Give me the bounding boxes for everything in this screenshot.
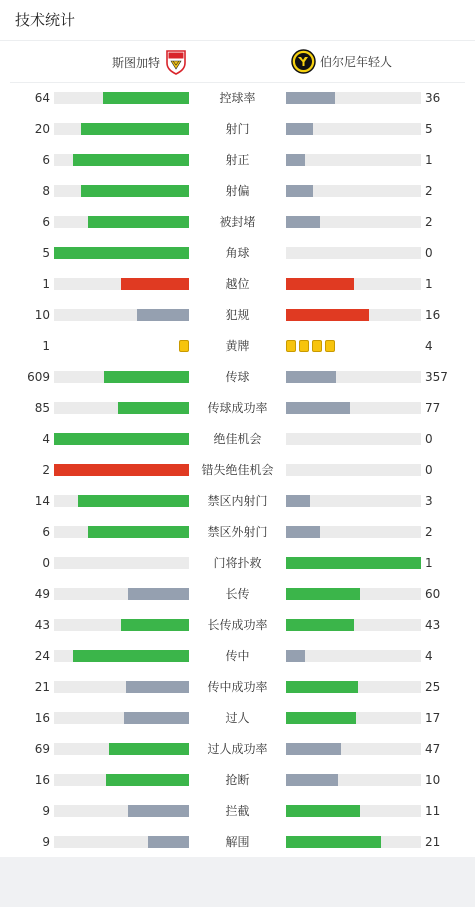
stat-row (0, 765, 475, 796)
away-stat-bar (286, 433, 421, 445)
home-stat-bar (54, 526, 189, 538)
away-stat-value: 60 (425, 587, 441, 601)
home-stat-bar (54, 309, 189, 321)
home-stat-bar-fill (54, 464, 189, 476)
away-stat-bar (286, 371, 421, 383)
home-stat-value: 64 (34, 91, 50, 105)
home-stat-bar (54, 433, 189, 445)
stat-row (0, 145, 475, 176)
home-stat-bar-fill (88, 526, 189, 538)
away-stat-value: 11 (425, 804, 441, 818)
away-stat-bar-fill (286, 712, 356, 724)
home-stat-bar (54, 557, 189, 569)
home-stat-bar (54, 774, 189, 786)
home-stat-value: 9 (42, 804, 50, 818)
stat-label: 绝佳机会 (213, 432, 262, 446)
stat-row (0, 486, 475, 517)
home-stat-bar (54, 402, 189, 414)
yellow-card-icon (286, 340, 296, 352)
home-stat-bar-fill (104, 371, 189, 383)
away-stat-bar (286, 464, 421, 476)
stat-label: 被封堵 (219, 215, 256, 229)
away-stat-bar-fill (286, 619, 354, 631)
stat-label: 长传成功率 (207, 618, 268, 632)
home-stat-bar-fill (118, 402, 189, 414)
home-stat-bar (54, 278, 189, 290)
home-stat-value: 85 (34, 401, 50, 415)
away-stat-bar (286, 92, 421, 104)
home-stat-value: 16 (34, 711, 50, 725)
home-stat-bar-fill (126, 681, 189, 693)
stat-label: 角球 (225, 246, 250, 260)
home-stat-bar (54, 681, 189, 693)
stat-label: 禁区内射门 (207, 494, 268, 508)
home-stat-bar-fill (128, 588, 189, 600)
stat-label: 传球 (225, 370, 250, 384)
away-stat-value: 36 (425, 91, 441, 105)
home-stat-bar-fill (81, 123, 189, 135)
home-stat-bar-fill (148, 836, 189, 848)
stat-row (0, 424, 475, 455)
stat-label: 抢断 (225, 773, 250, 787)
home-stat-bar-fill (124, 712, 189, 724)
home-stat-bar-fill (88, 216, 189, 228)
away-stat-bar-fill (286, 371, 336, 383)
home-stat-bar-fill (81, 185, 189, 197)
away-stat-bar (286, 681, 421, 693)
home-stat-bar-fill (103, 92, 189, 104)
away-stat-value: 1 (425, 277, 433, 291)
away-stat-bar-fill (286, 557, 421, 569)
team-header (10, 41, 465, 83)
home-stat-value: 5 (42, 246, 50, 260)
away-stat-bar-fill (286, 154, 305, 166)
away-stat-value: 0 (425, 246, 433, 260)
stat-row (0, 176, 475, 207)
home-stat-value: 9 (42, 835, 50, 849)
home-stat-value: 21 (34, 680, 50, 694)
stat-row (0, 300, 475, 331)
home-stat-bar-fill (54, 247, 189, 259)
stat-label: 传中 (225, 649, 250, 663)
stat-label: 拦截 (225, 804, 250, 818)
stat-row (0, 362, 475, 393)
home-stat-bar-fill (128, 805, 189, 817)
stat-row (0, 455, 475, 486)
section-title: 技术统计 (0, 0, 475, 41)
home-stat-value: 24 (34, 649, 50, 663)
stats-list (0, 83, 475, 858)
away-stat-bar-fill (286, 588, 360, 600)
home-stat-bar-fill (109, 743, 189, 755)
away-stat-bar (286, 619, 421, 631)
away-stat-bar (286, 154, 421, 166)
home-team[interactable] (112, 49, 187, 75)
away-stat-bar (286, 588, 421, 600)
home-stat-bar-fill (137, 309, 189, 321)
stat-label: 门将扑救 (213, 556, 262, 570)
stat-label: 控球率 (219, 91, 256, 105)
home-stat-bar (54, 216, 189, 228)
away-stat-value: 17 (425, 711, 441, 725)
home-stat-bar (54, 247, 189, 259)
stat-row (0, 207, 475, 238)
home-stat-bar (54, 495, 189, 507)
away-stat-bar-fill (286, 185, 313, 197)
home-stat-bar (54, 371, 189, 383)
away-stat-bar-fill (286, 526, 320, 538)
away-stat-value: 2 (425, 525, 433, 539)
stat-label: 解围 (225, 835, 250, 849)
home-stat-bar (54, 619, 189, 631)
stat-label: 黄牌 (225, 339, 250, 353)
stat-label: 错失绝佳机会 (201, 463, 274, 477)
away-stat-value: 3 (425, 494, 433, 508)
stat-label: 越位 (225, 277, 250, 291)
stat-row (0, 579, 475, 610)
away-stat-value: 2 (425, 215, 433, 229)
away-stat-bar-fill (286, 681, 358, 693)
home-stat-bar-fill (73, 154, 189, 166)
stat-row (0, 517, 475, 548)
away-stat-bar (286, 526, 421, 538)
away-stat-value: 16 (425, 308, 441, 322)
home-stat-value: 6 (42, 215, 50, 229)
stat-label: 传中成功率 (207, 680, 268, 694)
home-team-name: 斯图加特 (111, 55, 160, 70)
stat-label: 射门 (225, 122, 250, 136)
away-stat-value: 1 (425, 153, 433, 167)
away-team-name: 伯尔尼年轻人 (320, 55, 393, 69)
home-stat-bar (54, 92, 189, 104)
away-stat-value: 77 (425, 401, 441, 415)
stat-row (0, 83, 475, 114)
away-stat-bar (286, 247, 421, 259)
away-stat-bar (286, 836, 421, 848)
stat-label: 长传 (225, 587, 250, 601)
home-yellow-cards (54, 340, 189, 353)
stat-row (0, 641, 475, 672)
stat-label: 射正 (225, 153, 250, 167)
away-stat-value: 47 (425, 742, 441, 756)
away-stat-bar (286, 123, 421, 135)
home-stat-bar (54, 805, 189, 817)
stat-row (0, 796, 475, 827)
away-stat-bar (286, 557, 421, 569)
away-stat-value: 357 (425, 370, 448, 384)
home-stat-value: 6 (42, 153, 50, 167)
stat-row (0, 393, 475, 424)
home-stat-value: 1 (42, 339, 50, 353)
home-stat-bar (54, 712, 189, 724)
stat-row (0, 331, 475, 362)
stat-label: 射偏 (225, 184, 250, 198)
home-stat-bar (54, 588, 189, 600)
yellow-card-icon (299, 340, 309, 352)
stat-row (0, 672, 475, 703)
stat-row (0, 238, 475, 269)
stat-label: 过人成功率 (207, 742, 268, 756)
stat-label: 传球成功率 (207, 401, 268, 415)
away-stat-value: 25 (425, 680, 441, 694)
home-stat-value: 1 (42, 277, 50, 291)
home-stat-bar (54, 743, 189, 755)
away-stat-bar-fill (286, 278, 354, 290)
home-stat-value: 2 (42, 463, 50, 477)
away-stat-value: 4 (425, 649, 433, 663)
stat-label: 过人 (225, 711, 250, 725)
home-stat-bar-fill (121, 619, 189, 631)
yellow-card-icon (325, 340, 335, 352)
away-stat-bar-fill (286, 836, 381, 848)
home-stat-value: 49 (34, 587, 50, 601)
away-stat-value: 0 (425, 432, 433, 446)
home-stat-value: 69 (34, 742, 50, 756)
stat-label: 禁区外射门 (207, 525, 268, 539)
home-stat-bar-fill (73, 650, 189, 662)
home-stat-bar (54, 123, 189, 135)
vfb-stuttgart-crest-icon (165, 49, 187, 75)
away-stat-bar-fill (286, 216, 320, 228)
away-stat-value: 2 (425, 184, 433, 198)
away-stat-value: 4 (425, 339, 433, 353)
away-yellow-cards (286, 340, 421, 353)
away-stat-value: 43 (425, 618, 441, 632)
home-stat-value: 43 (34, 618, 50, 632)
away-stat-bar (286, 185, 421, 197)
home-stat-bar (54, 154, 189, 166)
home-stat-value: 6 (42, 525, 50, 539)
away-stat-bar-fill (286, 92, 335, 104)
away-stat-bar (286, 402, 421, 414)
away-stat-value: 21 (425, 835, 441, 849)
away-stat-value: 0 (425, 463, 433, 477)
away-stat-bar-fill (286, 805, 360, 817)
away-stat-bar (286, 743, 421, 755)
away-stat-bar (286, 309, 421, 321)
away-stat-bar-fill (286, 650, 305, 662)
stat-row (0, 610, 475, 641)
home-stat-value: 0 (42, 556, 50, 570)
stat-row (0, 703, 475, 734)
home-stat-bar-fill (78, 495, 189, 507)
stat-row (0, 548, 475, 579)
away-stat-bar (286, 216, 421, 228)
stat-row (0, 734, 475, 765)
home-stat-bar (54, 650, 189, 662)
away-stat-value: 10 (425, 773, 441, 787)
away-stat-bar (286, 495, 421, 507)
home-stat-bar (54, 464, 189, 476)
home-stat-value: 4 (42, 432, 50, 446)
away-stat-bar-fill (286, 495, 310, 507)
away-stat-bar-fill (286, 774, 338, 786)
home-stat-value: 16 (34, 773, 50, 787)
away-stat-bar-fill (286, 402, 350, 414)
stat-row (0, 827, 475, 858)
young-boys-crest-icon (291, 49, 316, 74)
home-stat-bar-fill (106, 774, 189, 786)
stat-label: 犯规 (225, 308, 250, 322)
away-stat-bar (286, 805, 421, 817)
stat-row (0, 269, 475, 300)
away-team[interactable] (291, 49, 392, 74)
away-stat-bar-fill (286, 309, 369, 321)
away-stat-bar (286, 774, 421, 786)
yellow-card-icon (312, 340, 322, 352)
home-stat-bar-fill (121, 278, 189, 290)
away-stat-value: 5 (425, 122, 433, 136)
home-stat-value: 14 (34, 494, 50, 508)
home-stat-value: 609 (27, 370, 50, 384)
away-stat-bar (286, 650, 421, 662)
yellow-card-icon (179, 340, 189, 352)
home-stat-bar-fill (54, 433, 189, 445)
home-stat-value: 20 (34, 122, 50, 136)
away-stat-value: 1 (425, 556, 433, 570)
away-stat-bar (286, 712, 421, 724)
home-stat-bar (54, 185, 189, 197)
away-stat-bar-fill (286, 743, 341, 755)
away-stat-bar (286, 278, 421, 290)
stat-row (0, 114, 475, 145)
away-stat-bar-fill (286, 123, 313, 135)
home-stat-bar (54, 836, 189, 848)
home-stat-value: 10 (34, 308, 50, 322)
home-stat-value: 8 (42, 184, 50, 198)
